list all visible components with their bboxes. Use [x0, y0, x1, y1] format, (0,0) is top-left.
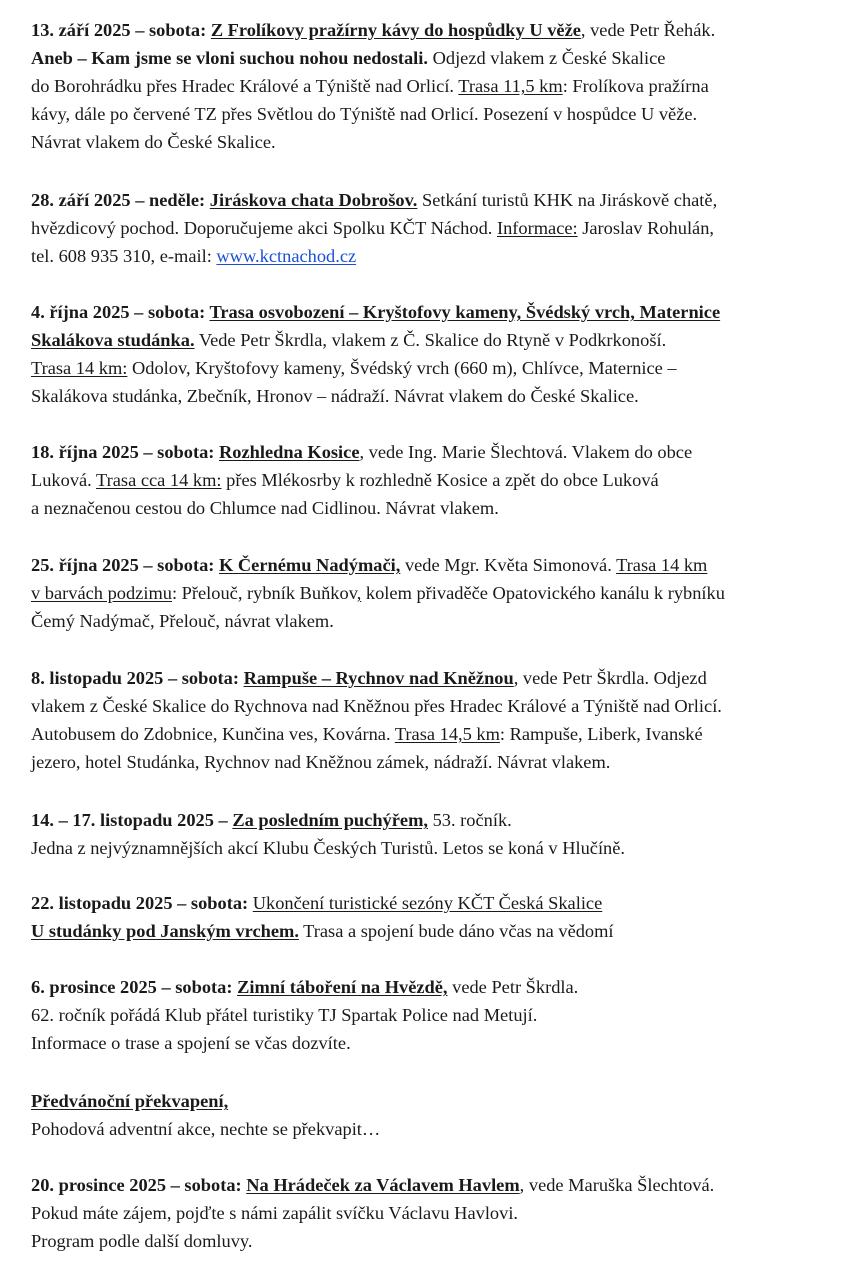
- event-entry: [31, 1171, 841, 1255]
- event-title-text: K Černému Nadýmači,: [219, 555, 401, 575]
- event-heading: 25. října 2025 – sobota:: [31, 555, 219, 575]
- body-text: Čemý Nadýmač, Přelouč, návrat vlakem.: [31, 611, 334, 631]
- body-text: Trasa a spojení bude dáno včas na vědomí: [298, 921, 614, 941]
- text-line: [31, 720, 841, 748]
- underlined-text: Trasa 14 km:: [31, 358, 128, 378]
- text-line: [31, 298, 841, 326]
- text-line: [31, 72, 841, 100]
- text-line: [31, 834, 841, 862]
- event-title-text: Předvánoční překvapení,: [31, 1091, 229, 1111]
- body-text: Skalákova studánka, Zbečník, Hronov – nádraží. Návrat vlakem do České Skalice.: [31, 386, 639, 406]
- body-text: Návrat vlakem do České Skalice.: [31, 132, 276, 152]
- text-line: [31, 1199, 841, 1227]
- event-entry: [31, 664, 841, 776]
- text-line: [31, 100, 841, 128]
- body-text: hvězdicový pochod. Doporučujeme akci Spolku KČT Náchod.: [31, 218, 497, 238]
- text-line: [31, 692, 841, 720]
- event-title: [31, 1091, 228, 1111]
- body-text: 62. ročník pořádá Klub přátel turistiky TJ Spartak Police nad Metují.: [31, 1005, 538, 1025]
- event-title: [210, 190, 418, 210]
- event-heading: 8. listopadu 2025 – sobota:: [31, 668, 244, 688]
- body-text: jezero, hotel Studánka, Rychnov nad Kněžnou zámek, nádraží. Návrat vlakem.: [31, 752, 611, 772]
- text-line: [31, 494, 841, 522]
- body-text: vlakem z České Skalice do Rychnova nad Kněžnou přes Hradec Králové a Týniště nad Orlicí.: [31, 696, 722, 716]
- event-heading: 22. listopadu 2025 – sobota:: [31, 893, 253, 913]
- body-text: kolem přivaděče Opatovického kanálu k rybníku: [361, 583, 725, 603]
- event-entry: [31, 1087, 841, 1143]
- underlined-text: Trasa 11,5 km: [458, 76, 563, 96]
- event-entry: [31, 973, 841, 1057]
- text-line: [31, 551, 841, 579]
- body-text: Informace o trase a spojení se včas dozvíte.: [31, 1033, 351, 1053]
- underlined-text: Trasa 14,5 km: [394, 724, 500, 744]
- underlined-text: Ukončení turistické sezóny KČT Česká Skalice: [252, 893, 603, 913]
- body-text: 53. ročník.: [428, 810, 512, 830]
- event-title: [209, 302, 720, 322]
- body-text: vede Petr Škrdla.: [447, 977, 579, 997]
- event-entry: [31, 186, 841, 270]
- text-line: [31, 382, 841, 410]
- body-text: , vede Petr Škrdla. Odjezd: [513, 668, 707, 688]
- event-entry: [31, 806, 841, 862]
- event-heading: 6. prosince 2025 – sobota:: [31, 977, 238, 997]
- body-text: : Rampuše, Liberk, Ivanské: [499, 724, 703, 744]
- event-title-text: Za posledním puchýřem,: [232, 810, 428, 830]
- event-entry: [31, 889, 841, 945]
- body-text: Odolov, Kryštofovy kameny, Švédský vrch (660 m), Chlívce, Maternice –: [127, 358, 677, 378]
- body-text: , vede Ing. Marie Šlechtová. Vlakem do obce: [359, 442, 693, 462]
- event-heading: 20. prosince 2025 – sobota:: [31, 1175, 247, 1195]
- event-title-text: Rampuše – Rychnov nad Kněžnou: [243, 668, 514, 688]
- underlined-text: Trasa 14 km: [616, 555, 708, 575]
- underlined-text: ,: [356, 583, 362, 603]
- event-entry: [31, 298, 841, 410]
- body-text: Autobusem do Zdobnice, Kunčina ves, Kovárna.: [31, 724, 395, 744]
- event-heading: Aneb – Kam jsme se vloni suchou nohou nedostali.: [31, 48, 428, 68]
- body-text: Jedna z nejvýznamnějších akcí Klubu Českých Turistů. Letos se koná v Hlučíně.: [31, 838, 626, 858]
- body-text: Program podle další domluvy.: [31, 1231, 253, 1251]
- event-title-text: Skalákova studánka.: [31, 330, 195, 350]
- text-line: [31, 1171, 841, 1199]
- text-line: [31, 607, 841, 635]
- event-title-text: Na Hrádeček za Václavem Havlem: [246, 1175, 520, 1195]
- text-line: [31, 186, 841, 214]
- body-text: přes Mlékosrby k rozhledně Kosice a zpět do obce Luková: [221, 470, 659, 490]
- event-title: [244, 668, 514, 688]
- text-line: [31, 1001, 841, 1029]
- event-title: [219, 442, 359, 462]
- text-line: [31, 16, 841, 44]
- text-line: [31, 806, 841, 834]
- event-entry: [31, 551, 841, 635]
- underlined-text: Trasa cca 14 km:: [96, 470, 222, 490]
- event-title: [232, 810, 428, 830]
- text-line: [31, 664, 841, 692]
- event-title: [219, 555, 400, 575]
- text-line: [31, 466, 841, 494]
- event-title: [237, 977, 447, 997]
- body-text: : Přelouč, rybník Buňkov: [171, 583, 357, 603]
- underlined-text: v barvách podzimu: [31, 583, 172, 603]
- body-text: Luková.: [31, 470, 97, 490]
- text-line: [31, 44, 841, 72]
- text-line: [31, 214, 841, 242]
- event-title: [31, 330, 195, 350]
- event-heading: 28. září 2025 – neděle:: [31, 190, 210, 210]
- event-title-text: Jiráskova chata Dobrošov.: [209, 190, 418, 210]
- event-heading: 18. října 2025 – sobota:: [31, 442, 219, 462]
- event-heading: 14. – 17. listopadu 2025 –: [31, 810, 233, 830]
- event-title-text: Z Frolíkovy pražírny kávy do hospůdky U věže: [210, 20, 581, 40]
- event-heading: 4. října 2025 – sobota:: [31, 302, 210, 322]
- text-line: [31, 1115, 841, 1143]
- text-line: [31, 748, 841, 776]
- body-text: a neznačenou cestou do Chlumce nad Cidlinou. Návrat vlakem.: [31, 498, 499, 518]
- body-text: Jaroslav Rohulán,: [577, 218, 715, 238]
- event-title: [246, 1175, 519, 1195]
- event-entry: [31, 16, 841, 156]
- underlined-text: Informace:: [496, 218, 578, 238]
- text-line: [31, 1087, 841, 1115]
- text-line: [31, 326, 841, 354]
- text-line: [31, 242, 841, 270]
- body-text: Setkání turistů KHK na Jiráskově chatě,: [417, 190, 718, 210]
- body-text: Pokud máte zájem, pojďte s námi zapálit svíčku Václavu Havlovi.: [31, 1203, 519, 1223]
- body-text: , vede Petr Řehák.: [580, 20, 716, 40]
- event-title: [211, 20, 581, 40]
- event-entry: [31, 438, 841, 522]
- event-title: [31, 921, 299, 941]
- event-heading: 13. září 2025 – sobota:: [31, 20, 211, 40]
- body-text: kávy, dále po červené TZ přes Světlou do Týniště nad Orlicí. Posezení v hospůdce U věže.: [31, 104, 698, 124]
- text-line: [31, 438, 841, 466]
- text-line: [31, 354, 841, 382]
- text-line: [31, 579, 841, 607]
- text-line: [31, 973, 841, 1001]
- email-link[interactable]: www.kctnachod.cz: [216, 246, 357, 266]
- event-title-text: Trasa osvobození – Kryštofovy kameny, Švédský vrch, Maternice: [209, 302, 721, 322]
- text-line: [31, 128, 841, 156]
- event-title-text: U studánky pod Janským vrchem.: [31, 921, 299, 941]
- body-text: Vede Petr Škrdla, vlakem z Č. Skalice do Rtyně v Podkrkonoší.: [194, 330, 667, 350]
- body-text: Pohodová adventní akce, nechte se překvapit…: [31, 1119, 381, 1139]
- body-text: vede Mgr. Květa Simonová.: [400, 555, 617, 575]
- text-line: [31, 889, 841, 917]
- text-line: [31, 1029, 841, 1057]
- event-title-text: Zimní táboření na Hvězdě,: [237, 977, 448, 997]
- body-text: , vede Maruška Šlechtová.: [519, 1175, 715, 1195]
- body-text: : Frolíkova pražírna: [562, 76, 709, 96]
- body-text: Odjezd vlakem z České Skalice: [428, 48, 666, 68]
- event-title-text: Rozhledna Kosice: [219, 442, 360, 462]
- body-text: do Borohrádku přes Hradec Králové a Týniště nad Orlicí.: [31, 76, 459, 96]
- text-line: [31, 917, 841, 945]
- text-line: [31, 1227, 841, 1255]
- body-text: tel. 608 935 310, e-mail:: [31, 246, 217, 266]
